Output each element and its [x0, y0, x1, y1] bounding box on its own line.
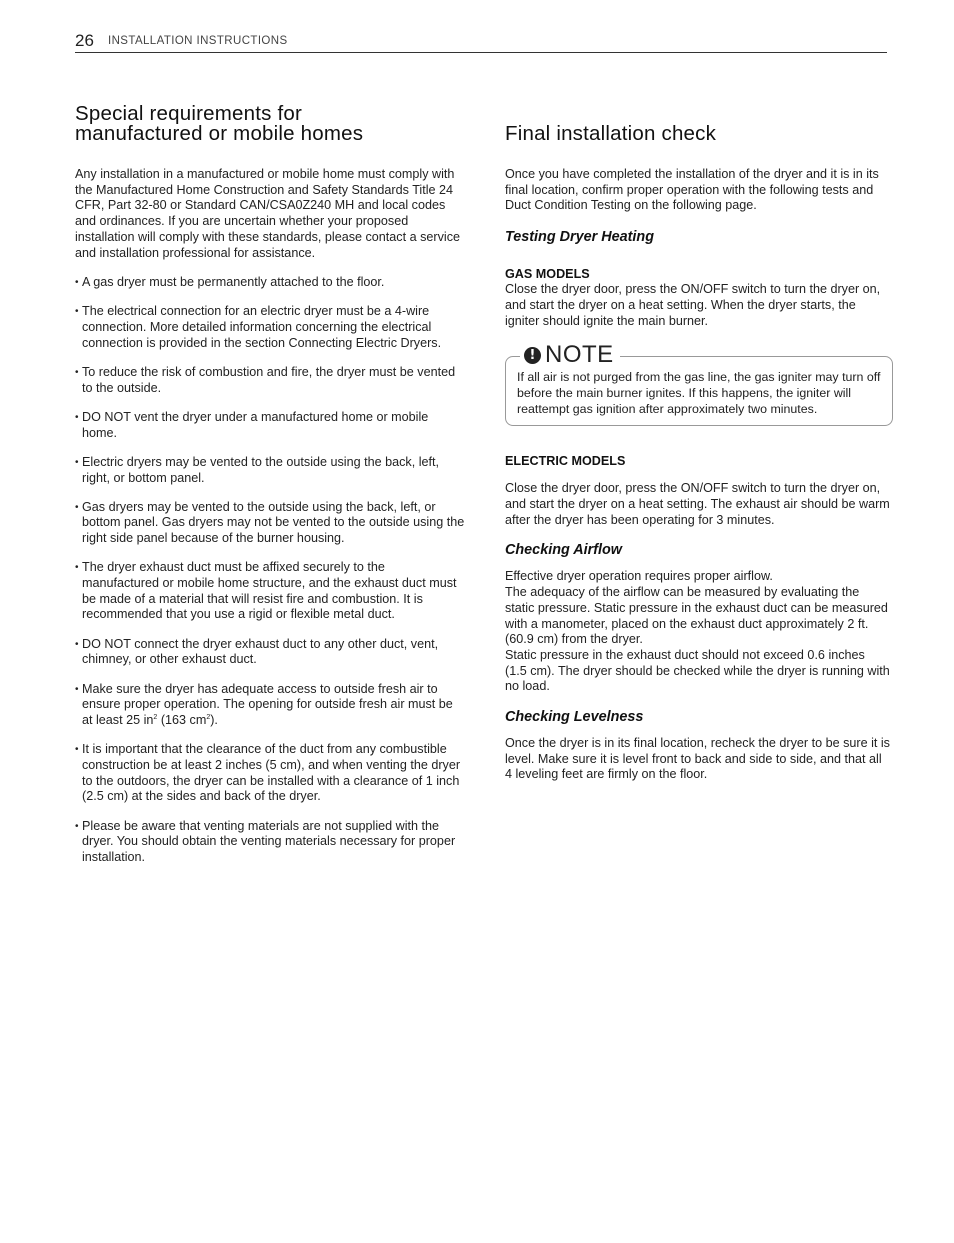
section-title-final-check: Final installation check	[505, 122, 717, 145]
note-box	[505, 341, 893, 426]
page-number: 26	[75, 31, 94, 50]
airflow-heading: Checking Airflow	[505, 542, 623, 559]
running-title: INSTALLATION INSTRUCTIONS	[108, 35, 288, 47]
requirements-list	[75, 275, 465, 865]
mobile-homes-intro: Any installation in a manufactured or mobile home must comply with the Manufactured Home Construction and Safety Standards Title 24 CFR, Part 32-80 or Standard CAN/CSA0Z240 MH and local codes and ordinances. If you are uncertain whether your proposed installation will comply with these standards, please contact a service and installation professional for assistance.	[75, 167, 460, 260]
right-column	[505, 104, 890, 783]
levelness-heading: Checking Levelness	[505, 709, 644, 726]
list-item: • Gas dryers may be vented to the outside using the back, left, or bottom panel. Gas dryers may not be vented to the outside using the right side panel because of the burner housing.	[75, 500, 465, 547]
list-item: • To reduce the risk of combustion and fire, the dryer must be vented to the outside.	[75, 365, 465, 396]
list-item: • Please be aware that venting materials are not supplied with the dryer. You should obtain the venting materials necessary for proper installation.	[75, 819, 465, 866]
airflow-text-1: Effective dryer operation requires proper airflow.	[505, 569, 773, 584]
list-item-fresh-air: • Make sure the dryer has adequate access to outside fresh air to ensure proper operation. The opening for outside fresh air must be at least 25 $in^2$ (163 $cm^2$).	[75, 682, 465, 729]
list-item: • DO NOT connect the dryer exhaust duct to any other duct, vent, chimney, or other exhaust duct.	[75, 637, 465, 668]
gas-models-text: Close the dryer door, press the ON/OFF switch to turn the dryer on, and start the dryer on a heat setting. When the dryer starts, the igniter should ignite the main burner.	[505, 282, 881, 328]
section-title-mobile-homes	[75, 104, 465, 144]
testing-heading: Testing Dryer Heating	[505, 229, 655, 246]
list-item: • DO NOT vent the dryer under a manufactured home or mobile home.	[75, 410, 465, 441]
exclamation-icon: !	[524, 347, 541, 364]
final-check-intro: Once you have completed the installation of the dryer and it is in its final location, confirm proper operation with the following tests and Duct Condition Testing on the following page.	[505, 167, 879, 213]
left-column	[75, 104, 465, 879]
list-item: • It is important that the clearance of the duct from any combustible construction be at least 2 inches (5 cm), and when venting the dryer to the outdoors, the dryer can be installed with a clearance of 1 inch (2.5 cm) at the sides and back of the dryer.	[75, 742, 465, 805]
title-line-2: manufactured or mobile homes	[75, 122, 364, 145]
list-item: • A gas dryer must be permanently attached to the floor.	[75, 275, 465, 291]
electric-models-heading: ELECTRIC MODELS	[505, 454, 626, 469]
airflow-text-2: The adequacy of the airflow can be measured by evaluating the static pressure. Static pressure in the exhaust duct can be measured with a manometer, placed on the exhaust duct approximately 2 ft. (60.9 cm) from the dryer.	[505, 585, 888, 647]
airflow-text-3: Static pressure in the exhaust duct should not exceed 0.6 inches (1.5 cm). The dryer should be checked while the dryer is running with no load.	[505, 647, 890, 694]
list-item: • The electrical connection for an electric dryer must be a 4-wire connection. More detailed information concerning the electrical connection is provided in the section Connecting Electric Dryers.	[75, 304, 465, 351]
list-item: • The dryer exhaust duct must be affixed securely to the manufactured or mobile home structure, and the exhaust duct must be made of a material that will resist fire and combustion. It is recommended that you use a rigid or flexible metal duct.	[75, 560, 465, 623]
note-label	[520, 342, 620, 368]
page-header	[75, 30, 887, 53]
electric-models-text: Close the dryer door, press the ON/OFF switch to turn the dryer on, and start the dryer on a heat setting. The exhaust air should be warm after the dryer has been operating for 3 minutes.	[505, 481, 890, 527]
note-word: NOTE	[545, 341, 614, 369]
levelness-text: Once the dryer is in its final location, recheck the dryer to be sure it is level. Make sure it is level front to back and side to side, and that all 4 leveling feet are firmly on the floor.	[505, 736, 890, 782]
note-text: If all air is not purged from the gas line, the gas igniter may turn off before the main burner ignites. If this happens, the igniter will reattempt gas ignition after approximately two minutes.	[517, 370, 881, 416]
title-line-1: Special requirements for	[75, 102, 302, 125]
gas-models-heading: GAS MODELS	[505, 267, 590, 282]
list-item: • Electric dryers may be vented to the outside using the back, left, right, or bottom panel.	[75, 455, 465, 486]
